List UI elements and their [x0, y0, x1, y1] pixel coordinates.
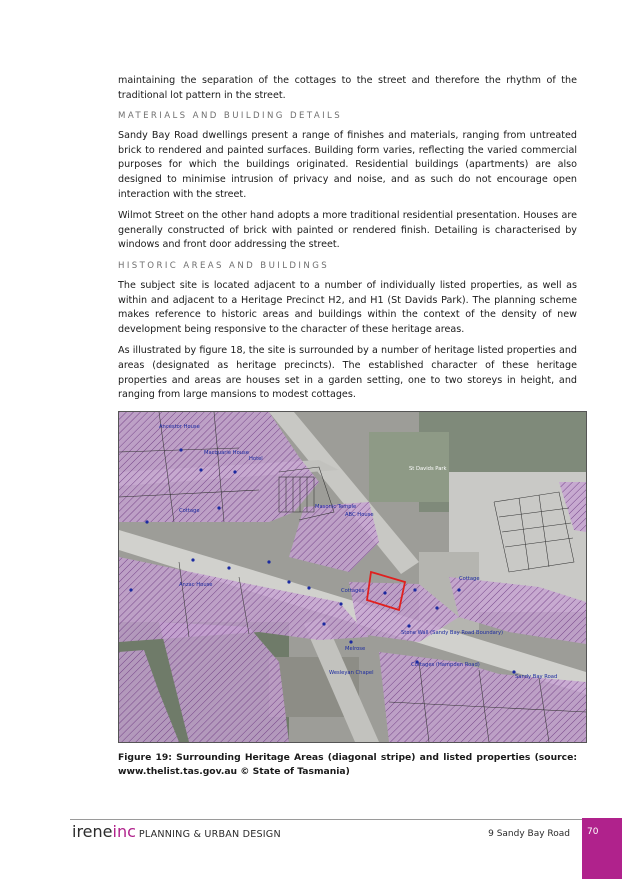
paragraph-3: Wilmot Street on the other hand adopts a more traditional residential presentation. Houses are generally constructed of brick with painted or rendered finish. Detailing is characterised by windows and front door addressing the street. — [118, 210, 577, 251]
footer-divider — [70, 819, 582, 820]
map-label-9: Melrose — [345, 646, 366, 652]
brand-name-part1: irene — [72, 822, 113, 841]
map-label-1: Ancestor House — [159, 424, 200, 430]
map-label-11: Sandy Bay Road — [515, 674, 558, 680]
map-label-3: Cottage — [179, 508, 200, 514]
map-label-4: Hotel — [249, 456, 263, 462]
map-label-5: St Davids Park — [409, 466, 447, 472]
heading-historic: HISTORIC AREAS AND BUILDINGS — [118, 260, 330, 271]
brand-name-part2: inc — [112, 822, 136, 841]
paragraph-5: As illustrated by figure 18, the site is surrounded by a number of heritage listed properties and areas (designated as heritage precincts). The established character of these heritage properties and areas are houses set in a garden setting, one to two storeys in height, and ranging from large mansions to modest cottages. — [118, 345, 577, 401]
paragraph-1: maintaining the separation of the cottages to the street and therefore the rhythm of the traditional lot pattern in the street. — [118, 75, 577, 101]
map-label-2: Macquarie House — [204, 450, 249, 456]
map-label-8: Anzac House — [179, 582, 213, 588]
map-label-12: Stone Wall (Sandy Bay Road Boundary) — [401, 630, 504, 636]
footer-address: 9 Sandy Bay Road — [488, 829, 570, 839]
page-number: 70 — [587, 827, 599, 837]
map-label-14: Wesleyan Chapel — [329, 670, 374, 676]
map-label-10: Cottages — [341, 588, 365, 594]
heritage-map — [118, 411, 587, 743]
map-graphic — [119, 412, 586, 742]
brand-tagline: PLANNING & URBAN DESIGN — [138, 829, 281, 840]
map-label-6: Masonic Temple — [315, 504, 357, 510]
map-label-13: Cottage — [459, 576, 480, 582]
map-label-15: Cottages (Hampden Road) — [411, 662, 480, 668]
paragraph-2: Sandy Bay Road dwellings present a range of finishes and materials, ranging from untreated brick to rendered and painted surfaces. Building form varies, reflecting the varied commercial purposes for which the buildings originated. Residential buildings (apartments) are also designed to minimise intrusion of privacy and noise, and as such do not encourage open interaction with the street. — [118, 130, 577, 200]
figure-caption: Figure 19: Surrounding Heritage Areas (diagonal stripe) and listed properties (source: www.thelist.tas.gov.au © State of Tasmania) — [118, 752, 577, 777]
heading-materials: MATERIALS AND BUILDING DETAILS — [118, 111, 343, 122]
map-label-7: ABC House — [345, 512, 374, 518]
footer-brand — [72, 822, 281, 845]
paragraph-4: The subject site is located adjacent to a number of individually listed properties, as well as within and adjacent to a Heritage Precinct H2, and H1 (St Davids Park). The planning scheme makes reference to historic areas and buildings within the context of the density of new development being responsive to the character of these heritage areas. — [118, 279, 577, 335]
body-text — [118, 74, 577, 410]
